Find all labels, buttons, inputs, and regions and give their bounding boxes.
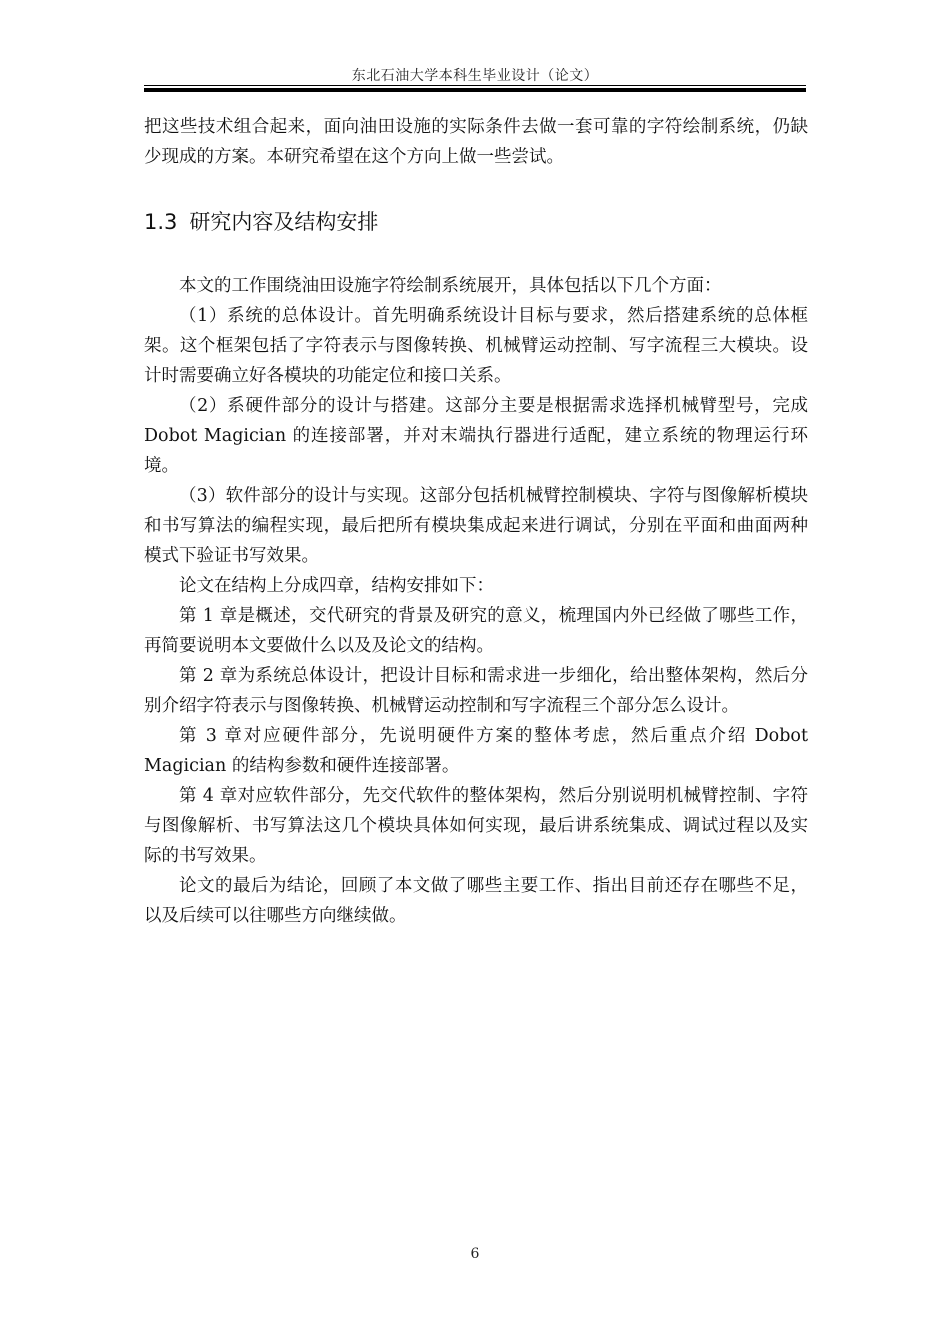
intro-paragraph: 把这些技术组合起来，面向油田设施的实际条件去做一套可靠的字符绘制系统，仍缺少现成的方案。本研究希望在这个方向上做一些尝试。 xyxy=(144,117,808,167)
section-number: 1.3 xyxy=(144,210,178,234)
section-title: 研究内容及结构安排 xyxy=(189,210,379,234)
header-title: 东北石油大学本科生毕业设计（论文） xyxy=(351,68,599,84)
body-paragraph: 第 4 章对应软件部分，先交代软件的整体架构，然后分别说明机械臂控制、字符与图像解析、书写算法这几个模块具体如何实现，最后讲系统集成、调试过程以及实际的书写效果。 xyxy=(144,786,808,866)
body-paragraph: 论文的最后为结论，回顾了本文做了哪些主要工作、指出目前还存在哪些不足，以及后续可以往哪些方向继续做。 xyxy=(144,876,808,926)
body-paragraph: 本文的工作围绕油田设施字符绘制系统展开，具体包括以下几个方面： xyxy=(179,276,722,296)
section-heading xyxy=(144,207,808,237)
body-paragraph: （3）软件部分的设计与实现。这部分包括机械臂控制模块、字符与图像解析模块和书写算法的编程实现，最后把所有模块集成起来进行调试，分别在平面和曲面两种模式下验证书写效果。 xyxy=(144,486,808,566)
body-paragraph: 第 2 章为系统总体设计，把设计目标和需求进一步细化，给出整体架构，然后分别介绍字符表示与图像转换、机械臂运动控制和写字流程三个部分怎么设计。 xyxy=(144,666,808,716)
page-body xyxy=(144,112,808,931)
body-paragraph: （2）系硬件部分的设计与搭建。这部分主要是根据需求选择机械臂型号，完成 Dobot Magician 的连接部署，并对末端执行器进行适配，建立系统的物理运行环境。 xyxy=(144,396,808,476)
header-rule-thick xyxy=(144,88,806,92)
body-paragraph: 第 1 章是概述，交代研究的背景及研究的意义，梳理国内外已经做了哪些工作，再简要说明本文要做什么以及及论文的结构。 xyxy=(144,606,808,656)
body-paragraph: 第 3 章对应硬件部分，先说明硬件方案的整体考虑，然后重点介绍 Dobot Magician 的结构参数和硬件连接部署。 xyxy=(144,726,808,776)
page-number: 6 xyxy=(470,1246,480,1262)
body-paragraph: 论文在结构上分成四章，结构安排如下： xyxy=(179,576,494,596)
header-rule-thin xyxy=(144,85,806,86)
body-paragraph: （1）系统的总体设计。首先明确系统设计目标与要求，然后搭建系统的总体框架。这个框架包括了字符表示与图像转换、机械臂运动控制、写字流程三大模块。设计时需要确立好各模块的功能定位和接口关系。 xyxy=(144,306,808,386)
